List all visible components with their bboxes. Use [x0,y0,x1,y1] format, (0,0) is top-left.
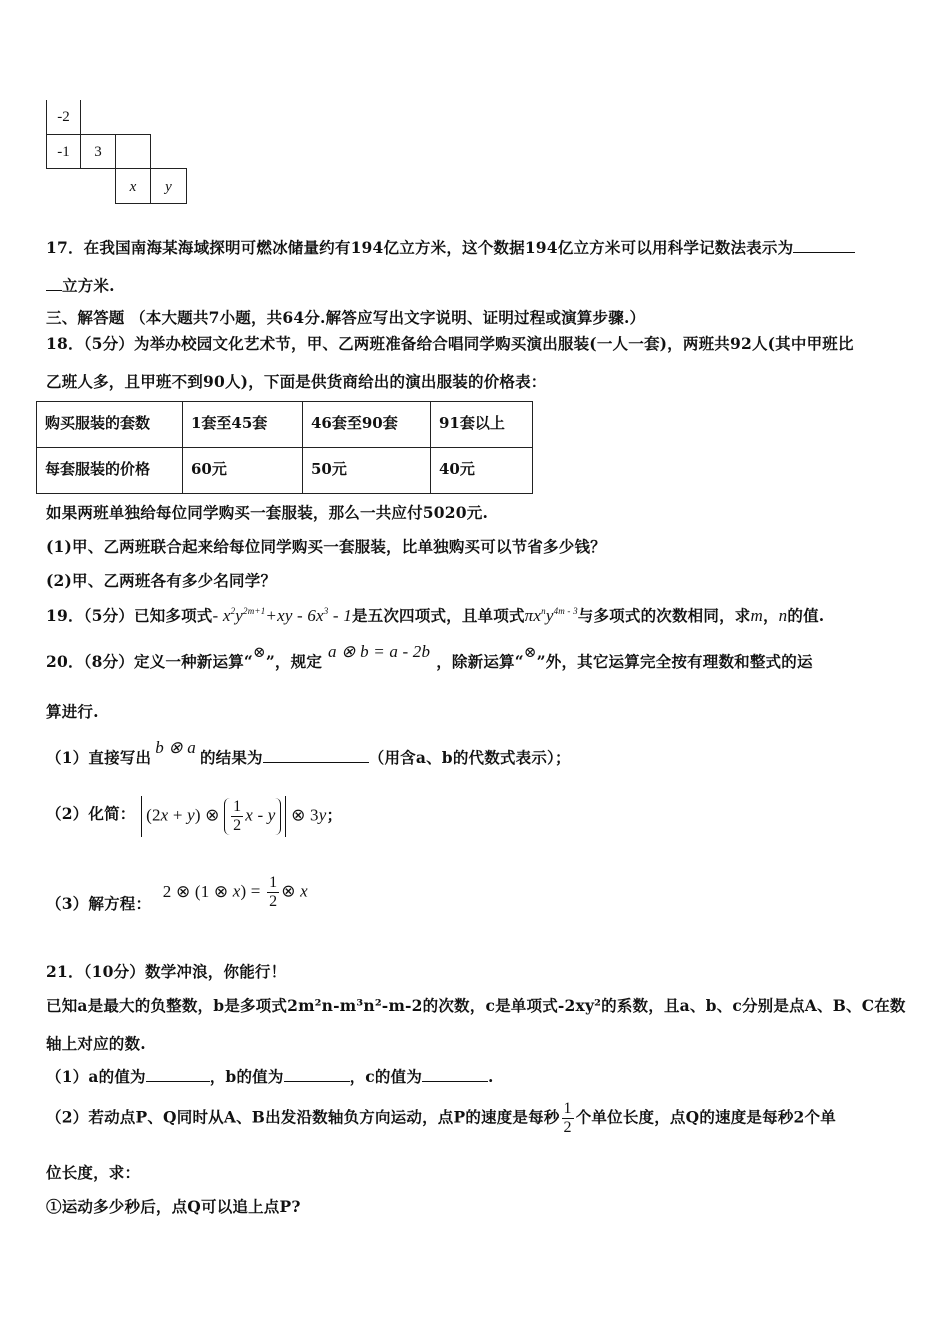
q20-part1 [46,736,571,767]
q20-p1-label: （1）直接写出 [46,748,152,767]
q21-line2: 轴上对应的数. [46,1034,146,1053]
q19-suffix: 与多项式的次数相同，求 [577,606,751,625]
q20-rule-label: ”，规定 [265,652,323,671]
fraction: $\frac{1}{2}$ [563,1100,572,1136]
q17-line2 [46,274,115,296]
q18-part1: (1)甲、乙两班联合起来给每位同学购买一套服装，比单独购买可以节省多少钱？ [46,537,606,556]
q18-line3: 如果两班单独给每位同学购买一套服装，那么一共应付5020元. [46,503,489,522]
q21-p2-a: （2）若动点P、Q同时从A、B出发沿数轴负方向运动，点P的速度是每秒 [46,1107,560,1127]
q18-part2: (2)甲、乙两班各有多少名同学？ [46,571,277,590]
price-table [36,401,533,494]
q20-line1 [46,642,813,671]
q20-part2: （2）化简： (2x + y) ⊗ $\frac{1}{2}$ x - y ⊗ 3y； [46,796,342,837]
fraction: $\frac{1}{2}$ [233,798,242,834]
answer-blank [793,238,855,253]
q17-text: 17．在我国南海某海域探明可燃冰储量约有194亿立方米，这个数据194亿立方米可以用科学记数法表示为 [46,238,794,257]
q21-heading: 21．（10分）数学冲浪，你能行！ [46,962,287,981]
q18-line2: 乙班人多，且甲班不到90人)，下面是供货商给出的演出服装的价格表： [46,372,547,391]
q21-p1-c: ，c的值为 [349,1067,423,1086]
table-cell: 1套至45套 [183,402,303,448]
table-cell: 91套以上 [431,402,533,448]
q19-n: n [778,606,788,625]
grid-cell: -2 [46,100,81,135]
q19-prefix: 19．（5分）已知多项式 [46,606,213,625]
q21-line1: 已知a是最大的负整数，b是多项式2m²n-m³n²-m-2的次数，c是单项式-2xy²的系数，且a、b、c分别是点A、B、C在数 [46,996,906,1015]
q20-p2-label: （2）化简： [46,803,136,823]
q20-prefix: 20．（8分）定义一种新运算“ [46,652,254,671]
q20-line2: 算进行. [46,702,99,721]
q21-p1-b: ，b的值为 [209,1067,284,1086]
q21-p2-b: 个单位长度，点Q的速度是每秒2个单 [575,1107,836,1127]
answer-blank [284,1067,350,1082]
table-cell: 50元 [303,448,431,494]
answer-blank [46,276,62,291]
q17-unit: 立方米. [62,276,115,295]
q19-line: 19．（5分）已知多项式- $x^2y^{2m+1}+xy - 6x^3 - 1$是五次四项式，且单项式$\pi x^ny^{4m - 3}$与多项式的次数相同，求m，n的值. [46,606,825,625]
q21-p1-a: （1）a的值为 [46,1067,146,1086]
grid-cell: y [150,168,187,204]
q19-polynomial: - $x^2y^{2m+1}+xy - 6x^3 - 1$ [212,606,352,625]
answer-blank [263,748,369,763]
table-cell: 40元 [431,448,533,494]
q19-monomial: $\pi x^ny^{4m - 3}$ [524,606,578,625]
q20-part3: （3）解方程： 2 ⊗ (1 ⊗ x) = $\frac{1}{2}$ ⊗ x [46,874,308,913]
q20-p1-expr: b ⊗ a [155,738,196,757]
q20-p1-suffix: 的结果为 [199,748,263,767]
q21-part2 [46,1100,836,1137]
q19-end: 的值. [787,606,825,625]
table-cell: 购买服装的套数 [37,402,183,448]
otimes-symbol: ⊗ [523,643,537,661]
q18-line1: 18．（5分）为举办校园文化艺术节，甲、乙两班准备给合唱同学购买演出服装(一人一套)，两班共92人(其中甲班比 [46,334,854,353]
fraction: $\frac{1}{2}$ [269,874,278,910]
q19-middle: 是五次四项式，且单项式 [351,606,525,625]
table-cell: 每套服装的价格 [37,448,183,494]
otimes-symbol: ⊗ [253,643,266,661]
q20-p2-expr: (2x + y) ⊗ $\frac{1}{2}$ x - y [141,796,285,837]
table-cell: 46套至90套 [303,402,431,448]
q21-part2-line2: 位长度，求： [46,1163,141,1182]
table-row [37,448,533,494]
grid-cell: 3 [80,134,116,169]
section-heading: 三、解答题 （本大题共7小题，共64分.解答应写出文字说明、证明过程或演算步骤.） [46,308,646,327]
q19-m: m [750,606,763,625]
table-cell: 60元 [183,448,303,494]
q20-rule: a ⊗ b = a - 2b [328,642,431,661]
q21-part1: （1）a的值为 ，b的值为 ，c的值为 . [46,1067,494,1086]
q20-p3-label: （3）解方程： [46,893,152,913]
q21-sub1: ①运动多少秒后，点Q可以追上点P? [46,1197,301,1216]
answer-blank [146,1067,210,1082]
answer-blank [422,1067,488,1082]
q20-mid: ，除新运算“ [436,652,524,671]
q20-p1-note: （用含a、b的代数式表示）； [368,748,571,767]
grid-cell: -1 [46,134,81,169]
grid-cell: x [115,168,151,204]
grid-cell [115,134,151,169]
table-row [37,402,533,448]
q17-line1 [46,236,855,258]
q20-suffix: ”外，其它运算完全按有理数和整式的运 [536,652,813,671]
